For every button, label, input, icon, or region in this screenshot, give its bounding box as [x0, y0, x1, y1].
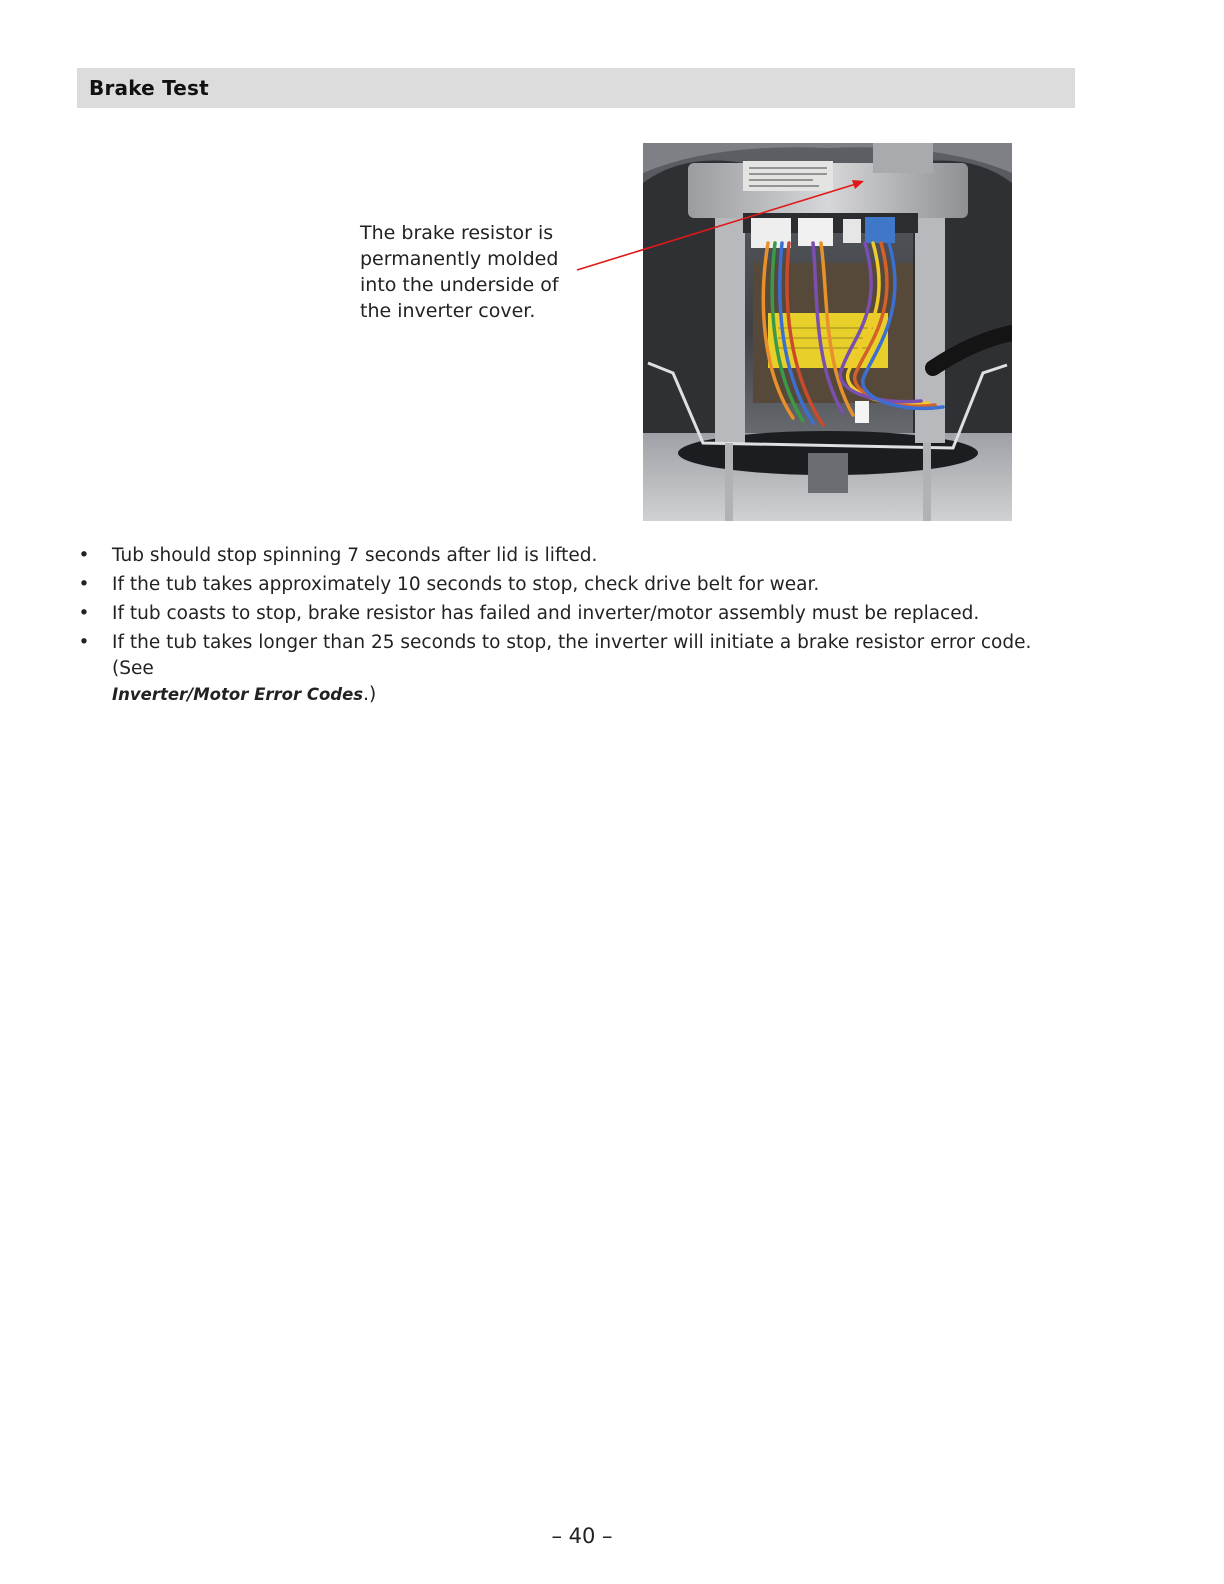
list-item	[78, 572, 1078, 598]
callout-text	[360, 220, 575, 324]
bullet-icon: •	[78, 632, 90, 653]
list-item	[78, 630, 1078, 708]
list-item-text: If tub coasts to stop, brake resistor has failed and inverter/motor assembly must be replaced.	[112, 603, 980, 624]
inverter-motor-photo	[643, 143, 1012, 521]
section-header	[77, 68, 1075, 108]
bullet-icon: •	[78, 574, 90, 595]
bullet-icon: •	[78, 545, 90, 566]
list-item-text: If the tub takes longer than 25 seconds to stop, the inverter will initiate a brake resistor error code. (See	[112, 632, 1032, 679]
list-item-text: If the tub takes approximately 10 seconds to stop, check drive belt for wear.	[112, 574, 820, 595]
list-item-text: Tub should stop spinning 7 seconds after lid is lifted.	[112, 545, 598, 566]
callout-line: The brake resistor is	[360, 222, 554, 244]
photo-illustration	[643, 143, 1012, 521]
cross-reference: Inverter/Motor Error Codes	[112, 685, 364, 704]
callout-line: permanently molded	[360, 248, 559, 270]
page-number: – 40 –	[551, 1524, 613, 1548]
section-title: Brake Test	[89, 76, 209, 100]
bullet-icon: •	[78, 603, 90, 624]
list-item	[78, 543, 1078, 569]
callout-line: the inverter cover.	[360, 300, 536, 322]
callout-line: into the underside of	[360, 274, 559, 296]
bullet-list	[78, 543, 1078, 711]
list-item	[78, 601, 1078, 627]
list-item-suffix: .)	[363, 684, 377, 705]
